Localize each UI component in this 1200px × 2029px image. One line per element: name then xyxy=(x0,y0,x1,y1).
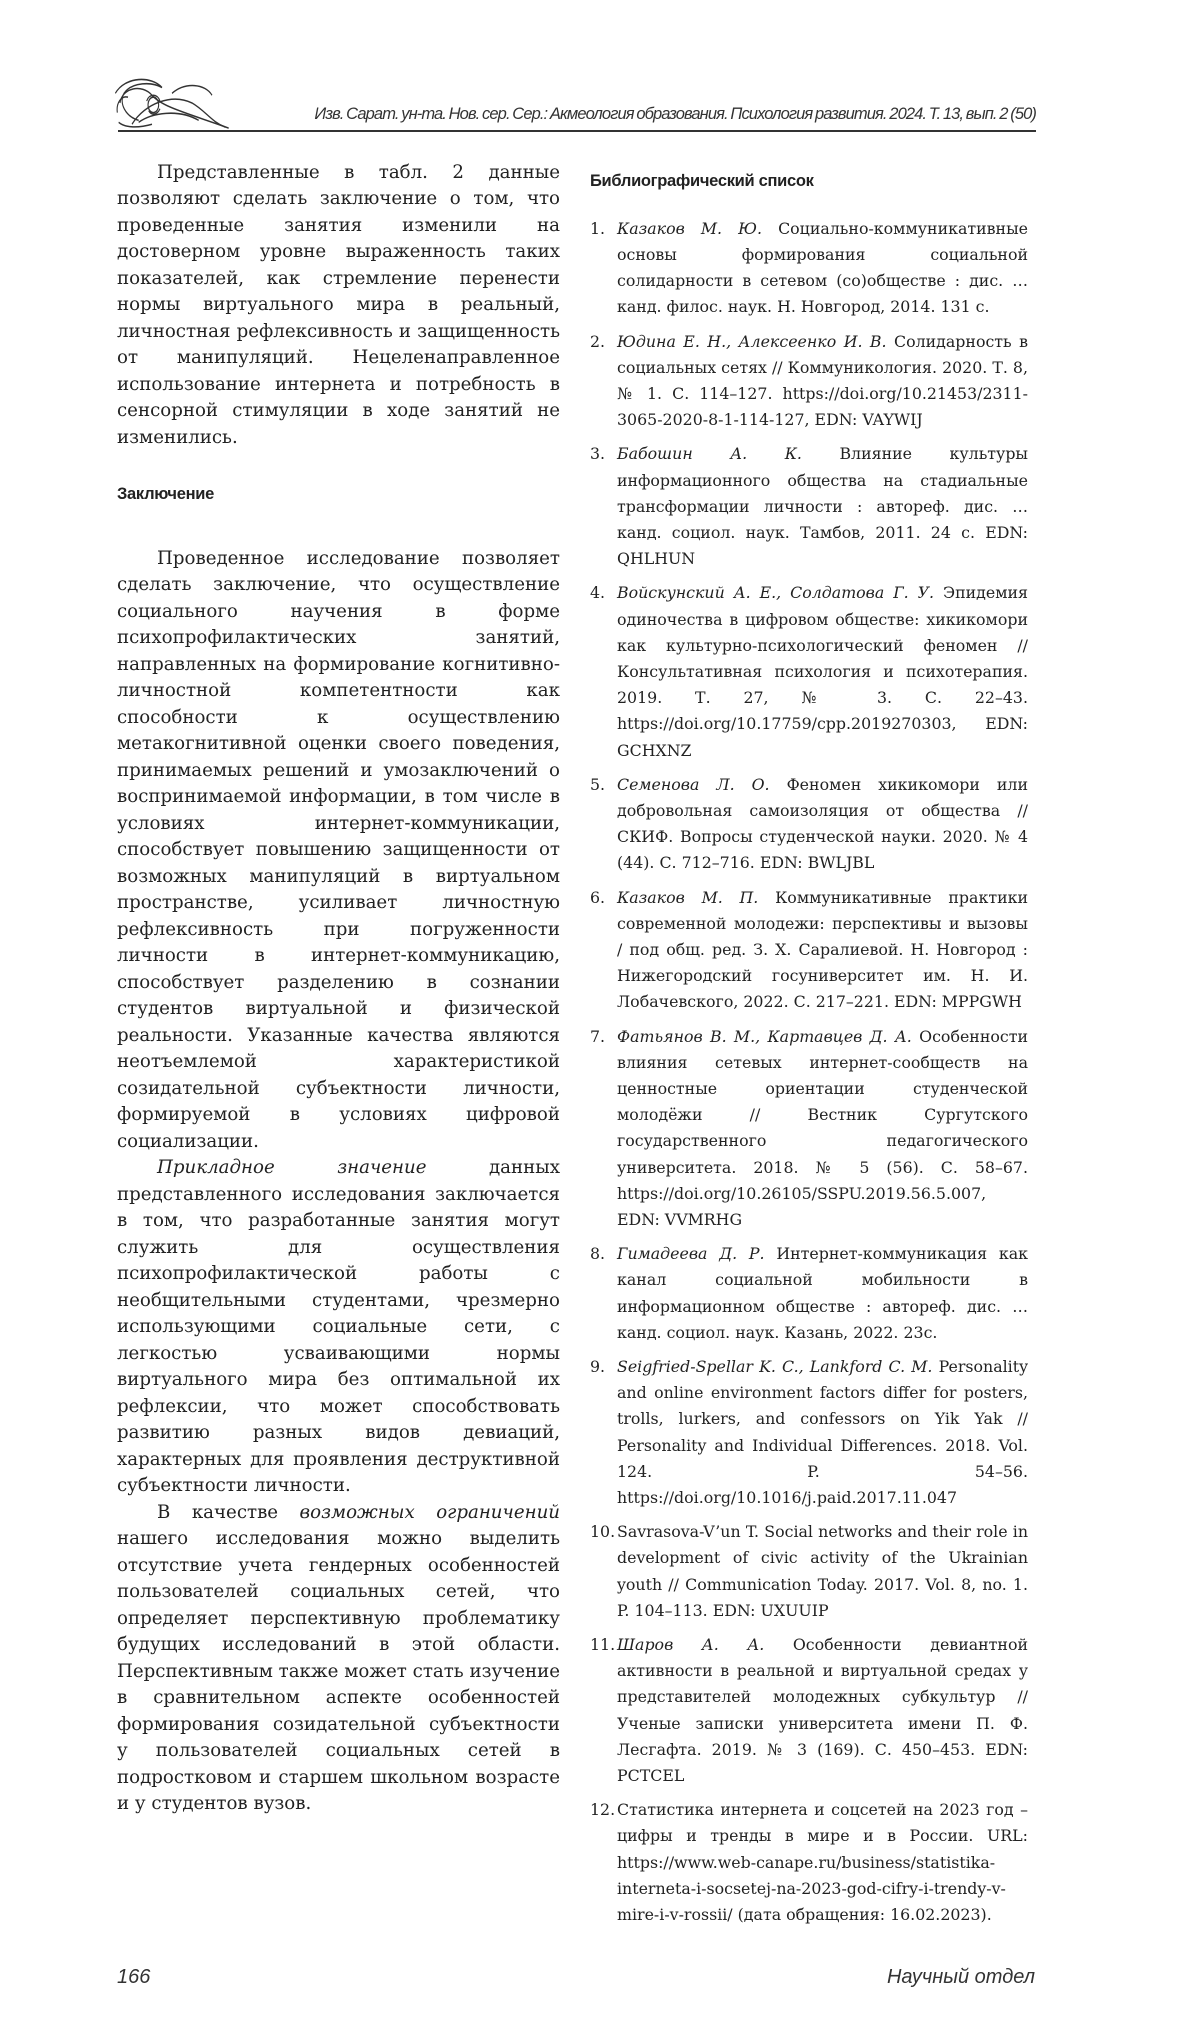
reference-text: Savrasova-V’un T. Social networks and their role in development of civic activity of the Ukrainian youth // Communication Today. 2017. Vol. 8, no. 1. P. 104–113. EDN: UXUUIP xyxy=(617,1522,1028,1620)
reference-body xyxy=(617,1024,1028,1234)
reference-body xyxy=(617,1241,1028,1346)
reference-list xyxy=(590,216,1028,1929)
reference-item xyxy=(590,441,1028,572)
reference-text: Феномен хикикомори или добровольная самоизоляция от общества // СКИФ. Вопросы студенческой науки. 2020. № 4 (44). С. 712–716. EDN: BWLJBL xyxy=(617,775,1028,873)
reference-authors: Фатьянов В. М., Картавцев Д. А. xyxy=(617,1027,912,1046)
reference-text: Personality and online environment factors differ for posters, trolls, lurkers, and confessors on Yik Yak // Personality and Individual Differences. 2018. Vol. 124. P. 54–56. https://doi.org/10.1016/j.paid.2017.11.047 xyxy=(617,1357,1028,1507)
journal-ornament-logo xyxy=(112,74,232,130)
reference-body xyxy=(617,580,1028,763)
reference-authors: Семенова Л. О. xyxy=(617,775,770,794)
reference-authors: Шаров А. А. xyxy=(617,1635,764,1654)
paragraph-results: Представленные в табл. 2 данные позволяют сделать заключение о том, что проведенные занятия изменили на достоверном уровне выраженность таких показателей, как стремление перенести нормы виртуального мира в реальный, личностная рефлексивность и защищенность от манипуляций. Нецеленаправленное использование интернета и потребность в сенсорной стимуляции в ходе занятий не изменились. xyxy=(117,160,560,452)
journal-page xyxy=(0,0,1200,2029)
reference-number: 12. xyxy=(590,1797,617,1928)
reference-item xyxy=(590,1519,1028,1624)
reference-authors: Казаков М. Ю. xyxy=(617,219,762,238)
page-number: 166 xyxy=(117,1966,150,1989)
reference-number: 7. xyxy=(590,1024,617,1234)
reference-body xyxy=(617,441,1028,572)
reference-item xyxy=(590,1797,1028,1928)
reference-body xyxy=(617,1519,1028,1624)
reference-number: 11. xyxy=(590,1632,617,1789)
reference-body xyxy=(617,216,1028,321)
paragraph-limitations xyxy=(117,1500,560,1818)
two-column-body xyxy=(117,160,1028,1937)
reference-item xyxy=(590,580,1028,763)
section-heading-conclusion: Заключение xyxy=(117,481,560,508)
reference-number: 3. xyxy=(590,441,617,572)
main-text-column xyxy=(117,160,560,1818)
bibliography-heading: Библиографический список xyxy=(590,168,1028,194)
paragraph-conclusion: Проведенное исследование позволяет сделать заключение, что осуществление социального научения в форме психопрофилактических занятий, направленных на формирование когнитивно-личностной компетентности как способности к осуществлению метакогнитивной оценки своего поведения, принимаемых решений и умозаключений о воспринимаемой информации, в том числе в условиях интернет-коммуникации, способствует повышению защищенности от возможных манипуляций в виртуальном пространстве, усиливает личностную рефлексивность при погруженности личности в интернет-коммуникацию, способствует разделению в сознании студентов виртуальной и физической реальности. Указанные качества являются неотъемлемой характеристикой созидательной субъектности личности, формируемой в условиях цифровой социализации. xyxy=(117,546,560,1156)
reference-item xyxy=(590,216,1028,321)
reference-body xyxy=(617,329,1028,434)
journal-running-header: Изв. Сарат. ун-та. Нов. сер. Сер.: Акмеология образования. Психология развития. 2024. Т. 13, вып. 2 (50) xyxy=(314,105,1036,130)
reference-authors: Юдина Е. Н., Алексеенко И. В. xyxy=(617,332,887,351)
reference-text: Статистика интернета и соцсетей на 2023 год – цифры и тренды в мире и в России. URL: https://www.web-canape.ru/business/statistika-interneta-i-socsetej-na-2023-god-cifry-i-trendy-v-mire-i-v-rossii/ (дата обращения: 16.02.2023). xyxy=(617,1800,1028,1924)
reference-text: Особенности девиантной активности в реальной и виртуальной средах у представителей молодежных субкультур // Ученые записки университета имени П. Ф. Лесгафта. 2019. № 3 (169). С. 450–453. EDN: PCTCEL xyxy=(617,1635,1028,1785)
paragraph-text: нашего исследования можно выделить отсутствие учета гендерных особенностей пользователей социальных сетей, что определяет перспективную проблематику будущих исследований в этой области. Перспективным также может стать изучение в сравнительном аспекте особенностей формирования созидательной субъектности у пользователей социальных сетей в подростковом и старшем школьном возрасте и у студентов вузов. xyxy=(117,1528,560,1814)
reference-text: Эпидемия одиночества в цифровом обществе: хикикомори как культурно-психологический феномен // Консультативная психология и психотерапия. 2019. Т. 27, № 3. С. 22–43. https://doi.org/10.17759/cpp.2019270303, EDN: GCHXNZ xyxy=(617,583,1028,759)
emphasis-practical-value: Прикладное значение xyxy=(157,1157,426,1178)
reference-number: 2. xyxy=(590,329,617,434)
reference-text: Солидарность в социальных сетях // Коммуникология. 2020. Т. 8, № 1. С. 114–127. https://doi.org/10.21453/2311-3065-2020-8-1-114-127, EDN: VAYWIJ xyxy=(617,332,1028,430)
reference-text: Коммуникативные практики современной молодежи: перспективы и вызовы / под общ. ред. З. Х. Саралиевой. Н. Новгород : Нижегородский госуниверситет им. Н. И. Лобачевского, 2022. С. 217–221. EDN: MPPGWH xyxy=(617,888,1028,1012)
bibliography xyxy=(590,168,1028,1937)
reference-item xyxy=(590,1632,1028,1789)
paragraph-text: В качестве xyxy=(157,1502,300,1523)
reference-text: Особенности влияния сетевых интернет-сообществ на ценностные ориентации студенческой молодёжи // Вестник Сургутского государственного педагогического университета. 2018. № 5 (56). С. 58–67. https://doi.org/10.26105/SSPU.2019.56.5.007, EDN: VVMRHG xyxy=(617,1027,1028,1229)
reference-number: 9. xyxy=(590,1354,617,1511)
reference-authors: Казаков М. П. xyxy=(617,888,758,907)
reference-text: Интернет-коммуникация как канал социальной мобильности в информационном обществе : автореф. дис. … канд. социол. наук. Казань, 2022. 23с. xyxy=(617,1244,1028,1342)
reference-item xyxy=(590,885,1028,1016)
running-header xyxy=(112,74,1036,130)
reference-item xyxy=(590,1024,1028,1234)
reference-item xyxy=(590,1354,1028,1511)
reference-authors: Бабошин А. К. xyxy=(617,444,802,463)
reference-body xyxy=(617,1632,1028,1789)
reference-authors: Войскунский А. Е., Солдатова Г. У. xyxy=(617,583,934,602)
emphasis-limitations: возможных ограничений xyxy=(300,1502,560,1523)
reference-body xyxy=(617,1797,1028,1928)
reference-authors: Seigfried-Spellar K. C., Lankford C. M. xyxy=(617,1357,932,1376)
paragraph-text: данных представленного исследования заключается в том, что разработанные занятия могут служить для осуществления психопрофилактической работы с необщительными студентами, чрезмерно использующими социальные сети, с легкостью усваивающими нормы виртуального мира без оптимальной их рефлексии, что может способствовать развитию разных видов девиаций, характерных для проявления деструктивной субъектности личности. xyxy=(117,1157,560,1496)
reference-item xyxy=(590,329,1028,434)
page-footer xyxy=(117,1966,1035,2029)
reference-body xyxy=(617,772,1028,877)
reference-item xyxy=(590,1241,1028,1346)
reference-body xyxy=(617,885,1028,1016)
reference-number: 6. xyxy=(590,885,617,1016)
reference-authors: Гимадеева Д. Р. xyxy=(617,1244,765,1263)
reference-number: 4. xyxy=(590,580,617,763)
reference-number: 1. xyxy=(590,216,617,321)
reference-number: 10. xyxy=(590,1519,617,1624)
reference-number: 5. xyxy=(590,772,617,877)
paragraph-practical-value xyxy=(117,1155,560,1500)
reference-text: Влияние культуры информационного общества на стадиальные трансформации личности : автореф. дис. … канд. социол. наук. Тамбов, 2011. 24 с. EDN: QHLHUN xyxy=(617,444,1028,568)
reference-body xyxy=(617,1354,1028,1511)
section-name: Научный отдел xyxy=(887,1966,1035,1989)
reference-text: Социально-коммуникативные основы формирования социальной солидарности в сетевом (со)обществе : дис. … канд. филос. наук. Н. Новгород, 2014. 131 с. xyxy=(617,219,1028,317)
reference-item xyxy=(590,772,1028,877)
header-rule xyxy=(118,130,1036,132)
reference-number: 8. xyxy=(590,1241,617,1346)
